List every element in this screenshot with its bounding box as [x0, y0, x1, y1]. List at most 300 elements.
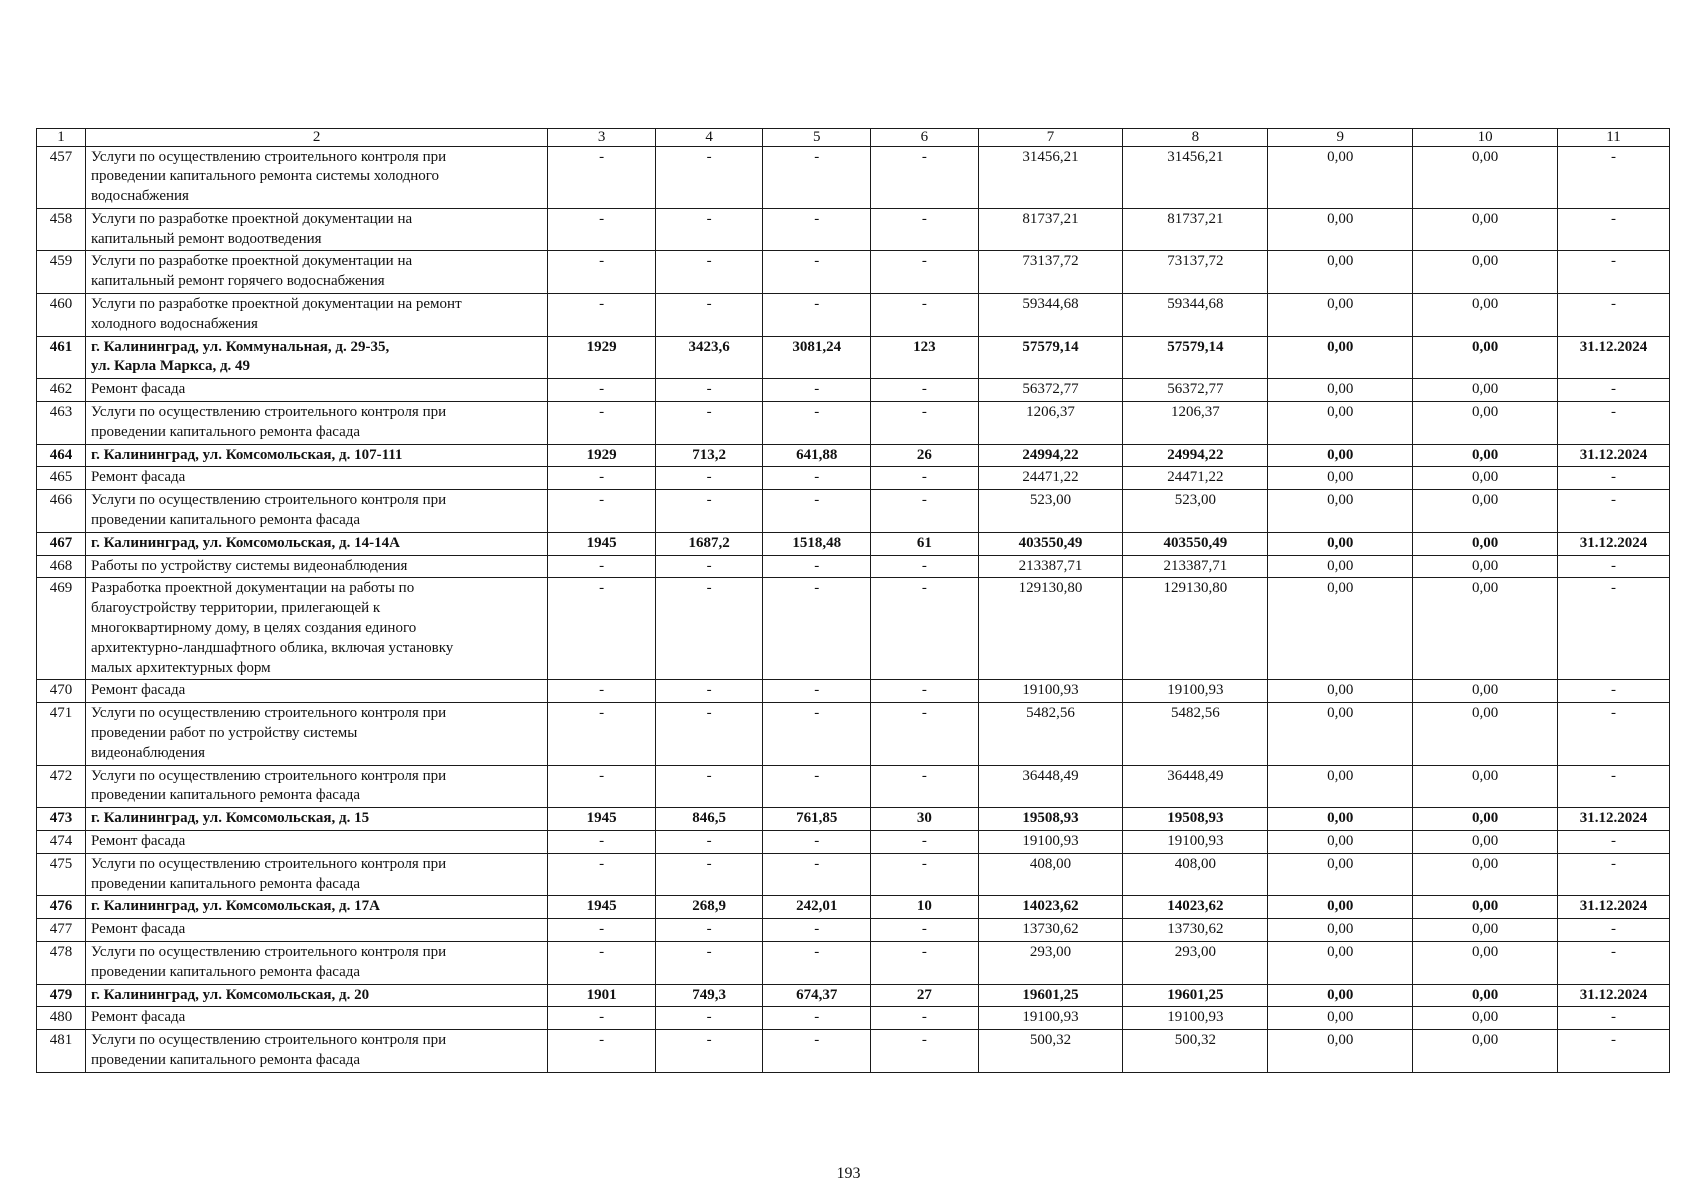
cell-col-4: -	[655, 578, 763, 680]
cell-col-8: 73137,72	[1123, 251, 1268, 294]
cell-col-8: 24471,22	[1123, 467, 1268, 490]
cell-col-5: -	[763, 1007, 871, 1030]
cell-col-4: -	[655, 919, 763, 942]
row-description	[86, 490, 548, 533]
description-line: Услуги по осуществлению строительного контроля при	[91, 943, 447, 960]
cell-col-11: -	[1558, 1030, 1670, 1073]
cell-col-3: 1901	[548, 984, 656, 1007]
cell-col-3: -	[548, 919, 656, 942]
row-number: 465	[37, 467, 86, 490]
cell-col-10: 0,00	[1413, 444, 1558, 467]
cell-col-7: 56372,77	[978, 379, 1123, 402]
row-description	[86, 251, 548, 294]
cell-col-3: -	[548, 251, 656, 294]
cell-col-10: 0,00	[1413, 402, 1558, 445]
cell-col-5: 674,37	[763, 984, 871, 1007]
cell-col-9: 0,00	[1268, 1030, 1413, 1073]
cell-col-6: -	[871, 853, 979, 896]
cell-col-11: -	[1558, 919, 1670, 942]
cell-col-3: -	[548, 490, 656, 533]
cell-col-5: -	[763, 379, 871, 402]
work-item-row	[37, 578, 1670, 680]
cell-col-9: 0,00	[1268, 703, 1413, 765]
cell-col-9: 0,00	[1268, 831, 1413, 854]
cell-col-8: 19100,93	[1123, 1007, 1268, 1030]
cell-col-3: -	[548, 1030, 656, 1073]
work-item-row	[37, 680, 1670, 703]
cell-col-10: 0,00	[1413, 984, 1558, 1007]
description-line: капитальный ремонт горячего водоснабжения	[91, 273, 385, 290]
row-description	[86, 146, 548, 208]
cell-col-5: -	[763, 853, 871, 896]
cell-col-7: 19508,93	[978, 808, 1123, 831]
description-line: Услуги по осуществлению строительного контроля при	[91, 705, 447, 722]
description-line: Ремонт фасада	[91, 833, 186, 849]
cell-col-6: -	[871, 703, 979, 765]
page-number: 193	[836, 1165, 861, 1182]
row-description	[86, 680, 548, 703]
description-line: капитальный ремонт водоотведения	[91, 230, 322, 247]
row-number: 463	[37, 402, 86, 445]
cell-col-9: 0,00	[1268, 853, 1413, 896]
cell-col-10: 0,00	[1413, 831, 1558, 854]
cell-col-11: -	[1558, 680, 1670, 703]
cell-col-10: 0,00	[1413, 490, 1558, 533]
cell-col-3: 1945	[548, 532, 656, 555]
cell-col-4: 713,2	[655, 444, 763, 467]
cell-col-11: -	[1558, 467, 1670, 490]
row-description	[86, 208, 548, 251]
cell-col-4: -	[655, 1007, 763, 1030]
row-number: 460	[37, 294, 86, 337]
description-line: Услуги по разработке проектной документации на	[91, 210, 413, 227]
description-line: г. Калининград, ул. Коммунальная, д. 29-35,	[91, 338, 390, 355]
cell-col-4: -	[655, 555, 763, 578]
description-line: г. Калининград, ул. Комсомольская, д. 15	[91, 810, 370, 827]
cell-col-4: 749,3	[655, 984, 763, 1007]
row-description	[86, 919, 548, 942]
row-number: 480	[37, 1007, 86, 1030]
cell-col-5: -	[763, 703, 871, 765]
cell-col-11: 31.12.2024	[1558, 336, 1670, 379]
description-line: Услуги по осуществлению строительного контроля при	[91, 767, 447, 784]
work-item-row	[37, 1007, 1670, 1030]
cell-col-8: 24994,22	[1123, 444, 1268, 467]
row-description	[86, 896, 548, 919]
cell-col-9: 0,00	[1268, 680, 1413, 703]
cell-col-4: 3423,6	[655, 336, 763, 379]
cell-col-4: -	[655, 294, 763, 337]
work-item-row	[37, 294, 1670, 337]
row-description	[86, 578, 548, 680]
cell-col-5: 242,01	[763, 896, 871, 919]
cell-col-8: 31456,21	[1123, 146, 1268, 208]
row-description	[86, 853, 548, 896]
building-address-row	[37, 896, 1670, 919]
description-line: Ремонт фасада	[91, 921, 186, 938]
description-line: проведении капитального ремонта фасада	[91, 423, 361, 440]
row-description	[86, 294, 548, 337]
column-header: 1	[37, 129, 86, 147]
cell-col-8: 500,32	[1123, 1030, 1268, 1073]
table-body	[37, 146, 1670, 1072]
cell-col-10: 0,00	[1413, 941, 1558, 984]
cell-col-5: -	[763, 251, 871, 294]
cell-col-10: 0,00	[1413, 703, 1558, 765]
work-item-row	[37, 208, 1670, 251]
row-description	[86, 555, 548, 578]
cell-col-3: 1929	[548, 336, 656, 379]
cell-col-7: 19100,93	[978, 680, 1123, 703]
cell-col-11: -	[1558, 853, 1670, 896]
row-number: 479	[37, 984, 86, 1007]
cell-col-3: -	[548, 294, 656, 337]
cell-col-7: 57579,14	[978, 336, 1123, 379]
cell-col-6: -	[871, 467, 979, 490]
description-line: проведении капитального ремонта фасада	[91, 875, 361, 892]
cell-col-11: 31.12.2024	[1558, 896, 1670, 919]
cell-col-8: 19601,25	[1123, 984, 1268, 1007]
cell-col-6: 123	[871, 336, 979, 379]
row-number: 462	[37, 379, 86, 402]
cell-col-7: 523,00	[978, 490, 1123, 533]
cell-col-4: -	[655, 251, 763, 294]
description-line: проведении капитального ремонта фасада	[91, 963, 361, 980]
row-number: 481	[37, 1030, 86, 1073]
building-address-row	[37, 444, 1670, 467]
column-header: 7	[978, 129, 1123, 147]
cell-col-5: -	[763, 765, 871, 808]
building-address-row	[37, 336, 1670, 379]
description-line: ул. Карла Маркса, д. 49	[91, 358, 251, 375]
cell-col-10: 0,00	[1413, 896, 1558, 919]
cell-col-9: 0,00	[1268, 765, 1413, 808]
cell-col-3: -	[548, 208, 656, 251]
cell-col-7: 408,00	[978, 853, 1123, 896]
cell-col-3: -	[548, 379, 656, 402]
cell-col-10: 0,00	[1413, 765, 1558, 808]
row-description	[86, 444, 548, 467]
cell-col-6: -	[871, 208, 979, 251]
cell-col-8: 213387,71	[1123, 555, 1268, 578]
description-line: Разработка проектной документации на работы по	[91, 580, 415, 597]
cell-col-6: -	[871, 831, 979, 854]
cell-col-10: 0,00	[1413, 853, 1558, 896]
cell-col-7: 59344,68	[978, 294, 1123, 337]
row-description	[86, 402, 548, 445]
row-description	[86, 532, 548, 555]
cell-col-10: 0,00	[1413, 919, 1558, 942]
cell-col-4: 268,9	[655, 896, 763, 919]
cell-col-11: -	[1558, 251, 1670, 294]
cell-col-3: -	[548, 578, 656, 680]
row-number: 478	[37, 941, 86, 984]
cell-col-11: -	[1558, 402, 1670, 445]
cell-col-6: 26	[871, 444, 979, 467]
cell-col-5: -	[763, 1030, 871, 1073]
cell-col-11: 31.12.2024	[1558, 444, 1670, 467]
column-header: 10	[1413, 129, 1558, 147]
row-number: 470	[37, 680, 86, 703]
cell-col-5: -	[763, 578, 871, 680]
work-item-row	[37, 941, 1670, 984]
column-header: 5	[763, 129, 871, 147]
cell-col-11: 31.12.2024	[1558, 808, 1670, 831]
cell-col-6: -	[871, 294, 979, 337]
work-item-row	[37, 146, 1670, 208]
row-description	[86, 703, 548, 765]
building-address-row	[37, 808, 1670, 831]
cell-col-7: 1206,37	[978, 402, 1123, 445]
cell-col-7: 403550,49	[978, 532, 1123, 555]
cell-col-7: 24471,22	[978, 467, 1123, 490]
cell-col-3: 1945	[548, 808, 656, 831]
description-line: проведении капитального ремонта фасада	[91, 1051, 361, 1068]
cell-col-7: 14023,62	[978, 896, 1123, 919]
description-line: благоустройству территории, прилегающей к	[91, 600, 381, 617]
cell-col-5: -	[763, 402, 871, 445]
cell-col-9: 0,00	[1268, 578, 1413, 680]
cell-col-8: 5482,56	[1123, 703, 1268, 765]
work-item-row	[37, 831, 1670, 854]
cell-col-7: 73137,72	[978, 251, 1123, 294]
row-number: 471	[37, 703, 86, 765]
description-line: проведении капитального ремонта фасада	[91, 787, 361, 804]
cell-col-10: 0,00	[1413, 578, 1558, 680]
description-line: многоквартирному дому, в целях создания единого	[91, 620, 417, 637]
cell-col-10: 0,00	[1413, 532, 1558, 555]
cell-col-5: -	[763, 490, 871, 533]
row-description	[86, 336, 548, 379]
cell-col-9: 0,00	[1268, 490, 1413, 533]
cell-col-4: -	[655, 831, 763, 854]
column-header: 3	[548, 129, 656, 147]
cell-col-11: -	[1558, 146, 1670, 208]
row-number: 461	[37, 336, 86, 379]
cell-col-5: -	[763, 680, 871, 703]
cell-col-9: 0,00	[1268, 984, 1413, 1007]
description-line: Услуги по осуществлению строительного контроля при	[91, 404, 447, 421]
cell-col-9: 0,00	[1268, 402, 1413, 445]
cell-col-4: -	[655, 402, 763, 445]
cell-col-8: 293,00	[1123, 941, 1268, 984]
cell-col-7: 129130,80	[978, 578, 1123, 680]
cell-col-6: -	[871, 578, 979, 680]
cell-col-9: 0,00	[1268, 379, 1413, 402]
register-table	[36, 128, 1670, 1073]
cell-col-11: -	[1558, 379, 1670, 402]
description-line: г. Калининград, ул. Комсомольская, д. 14-14А	[91, 534, 400, 551]
cell-col-9: 0,00	[1268, 251, 1413, 294]
column-header: 11	[1558, 129, 1670, 147]
work-item-row	[37, 490, 1670, 533]
cell-col-7: 19100,93	[978, 831, 1123, 854]
description-line: г. Калининград, ул. Комсомольская, д. 20	[91, 986, 370, 1003]
work-item-row	[37, 402, 1670, 445]
description-line: Ремонт фасада	[91, 1009, 186, 1026]
row-number: 475	[37, 853, 86, 896]
cell-col-3: -	[548, 146, 656, 208]
cell-col-3: -	[548, 555, 656, 578]
row-number: 459	[37, 251, 86, 294]
cell-col-7: 19601,25	[978, 984, 1123, 1007]
cell-col-11: -	[1558, 1007, 1670, 1030]
cell-col-5: -	[763, 941, 871, 984]
row-description	[86, 831, 548, 854]
cell-col-9: 0,00	[1268, 208, 1413, 251]
cell-col-7: 31456,21	[978, 146, 1123, 208]
cell-col-4: -	[655, 680, 763, 703]
description-line: видеонаблюдения	[91, 744, 206, 761]
cell-col-8: 36448,49	[1123, 765, 1268, 808]
cell-col-9: 0,00	[1268, 336, 1413, 379]
cell-col-11: -	[1558, 765, 1670, 808]
cell-col-4: -	[655, 1030, 763, 1073]
cell-col-6: -	[871, 379, 979, 402]
cell-col-9: 0,00	[1268, 146, 1413, 208]
cell-col-4: -	[655, 379, 763, 402]
work-item-row	[37, 555, 1670, 578]
column-header: 4	[655, 129, 763, 147]
cell-col-10: 0,00	[1413, 467, 1558, 490]
row-number: 457	[37, 146, 86, 208]
column-header: 2	[86, 129, 548, 147]
cell-col-7: 81737,21	[978, 208, 1123, 251]
cell-col-11: -	[1558, 831, 1670, 854]
cell-col-6: -	[871, 146, 979, 208]
cell-col-8: 408,00	[1123, 853, 1268, 896]
cell-col-8: 1206,37	[1123, 402, 1268, 445]
cell-col-4: -	[655, 208, 763, 251]
building-address-row	[37, 984, 1670, 1007]
cell-col-6: -	[871, 490, 979, 533]
cell-col-6: -	[871, 251, 979, 294]
cell-col-8: 19100,93	[1123, 680, 1268, 703]
cell-col-8: 523,00	[1123, 490, 1268, 533]
cell-col-11: -	[1558, 294, 1670, 337]
row-description	[86, 467, 548, 490]
cell-col-9: 0,00	[1268, 467, 1413, 490]
cell-col-11: 31.12.2024	[1558, 532, 1670, 555]
cell-col-4: 1687,2	[655, 532, 763, 555]
cell-col-3: -	[548, 1007, 656, 1030]
work-item-row	[37, 467, 1670, 490]
cell-col-10: 0,00	[1413, 251, 1558, 294]
row-number: 467	[37, 532, 86, 555]
description-line: Работы по устройству системы видеонаблюдения	[91, 557, 408, 574]
cell-col-8: 81737,21	[1123, 208, 1268, 251]
row-number: 472	[37, 765, 86, 808]
row-description	[86, 808, 548, 831]
cell-col-9: 0,00	[1268, 919, 1413, 942]
cell-col-5: 761,85	[763, 808, 871, 831]
cell-col-6: -	[871, 680, 979, 703]
cell-col-6: -	[871, 1030, 979, 1073]
work-item-row	[37, 703, 1670, 765]
cell-col-8: 56372,77	[1123, 379, 1268, 402]
cell-col-5: 1518,48	[763, 532, 871, 555]
description-line: Услуги по разработке проектной документации на	[91, 253, 413, 270]
cell-col-7: 293,00	[978, 941, 1123, 984]
cell-col-7: 19100,93	[978, 1007, 1123, 1030]
column-header: 8	[1123, 129, 1268, 147]
cell-col-10: 0,00	[1413, 208, 1558, 251]
cell-col-9: 0,00	[1268, 444, 1413, 467]
row-number: 477	[37, 919, 86, 942]
description-line: Ремонт фасада	[91, 469, 186, 486]
description-line: холодного водоснабжения	[91, 315, 258, 332]
cell-col-11: -	[1558, 941, 1670, 984]
row-number: 476	[37, 896, 86, 919]
cell-col-6: 10	[871, 896, 979, 919]
cell-col-10: 0,00	[1413, 555, 1558, 578]
cell-col-7: 500,32	[978, 1030, 1123, 1073]
cell-col-9: 0,00	[1268, 555, 1413, 578]
row-description	[86, 984, 548, 1007]
cell-col-11: -	[1558, 555, 1670, 578]
row-number: 468	[37, 555, 86, 578]
cell-col-5: -	[763, 146, 871, 208]
cell-col-5: -	[763, 208, 871, 251]
cell-col-6: -	[871, 1007, 979, 1030]
description-line: Ремонт фасада	[91, 381, 186, 398]
cell-col-5: 641,88	[763, 444, 871, 467]
cell-col-8: 13730,62	[1123, 919, 1268, 942]
cell-col-10: 0,00	[1413, 379, 1558, 402]
description-line: проведении капитального ремонта фасада	[91, 512, 361, 529]
cell-col-4: -	[655, 490, 763, 533]
cell-col-9: 0,00	[1268, 808, 1413, 831]
cell-col-7: 24994,22	[978, 444, 1123, 467]
work-item-row	[37, 853, 1670, 896]
row-description	[86, 765, 548, 808]
row-number: 464	[37, 444, 86, 467]
description-line: водоснабжения	[91, 188, 189, 205]
row-description	[86, 941, 548, 984]
cell-col-4: -	[655, 941, 763, 984]
cell-col-9: 0,00	[1268, 1007, 1413, 1030]
description-line: Услуги по осуществлению строительного контроля при	[91, 1032, 447, 1049]
cell-col-6: 61	[871, 532, 979, 555]
cell-col-4: -	[655, 703, 763, 765]
row-number: 469	[37, 578, 86, 680]
cell-col-8: 19100,93	[1123, 831, 1268, 854]
description-line: проведении капитального ремонта системы холодного	[91, 168, 440, 185]
row-number: 458	[37, 208, 86, 251]
column-header: 6	[871, 129, 979, 147]
cell-col-8: 403550,49	[1123, 532, 1268, 555]
cell-col-3: 1945	[548, 896, 656, 919]
cell-col-11: 31.12.2024	[1558, 984, 1670, 1007]
description-line: Услуги по осуществлению строительного контроля при	[91, 855, 447, 872]
cell-col-6: -	[871, 919, 979, 942]
description-line: проведении работ по устройству системы	[91, 725, 358, 742]
description-line: Услуги по осуществлению строительного контроля при	[91, 492, 447, 509]
cell-col-9: 0,00	[1268, 896, 1413, 919]
cell-col-6: 27	[871, 984, 979, 1007]
row-number: 473	[37, 808, 86, 831]
work-item-row	[37, 379, 1670, 402]
cell-col-3: -	[548, 765, 656, 808]
cell-col-10: 0,00	[1413, 680, 1558, 703]
row-description	[86, 379, 548, 402]
cell-col-3: -	[548, 703, 656, 765]
row-number: 466	[37, 490, 86, 533]
cell-col-8: 129130,80	[1123, 578, 1268, 680]
cell-col-6: -	[871, 765, 979, 808]
cell-col-9: 0,00	[1268, 532, 1413, 555]
column-header: 9	[1268, 129, 1413, 147]
